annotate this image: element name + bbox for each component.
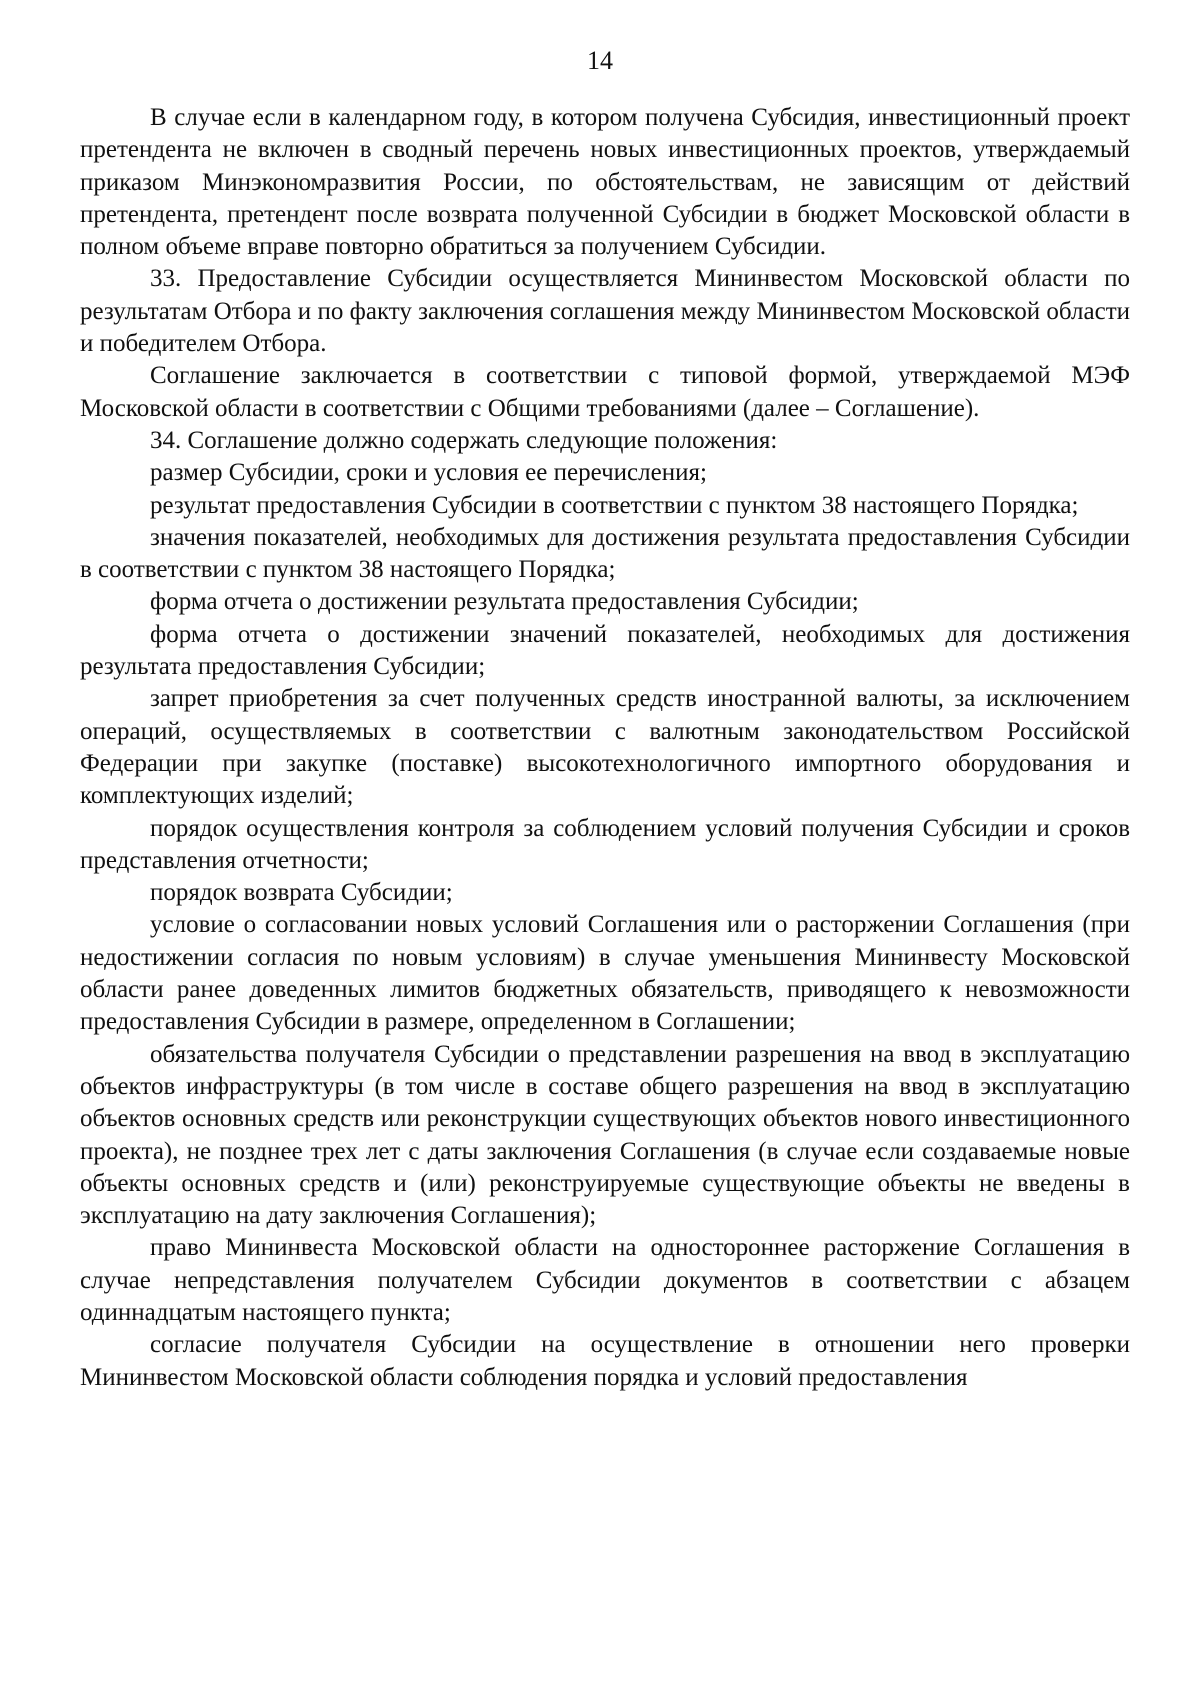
paragraph-subsidy-return-condition: В случае если в календарном году, в котором получена Субсидия, инвестиционный проект претендента не включен в сводный перечень новых инвестиционных проектов, утверждаемый приказом Минэкономразвития России, по обстоятельствам, не зависящим от действий претендента, претендент после возврата полученной Субсидии в бюджет Московской области в полном объеме вправе повторно обратиться за получением Субсидии. [80, 104, 1130, 261]
list-item-termination-right: право Мининвеста Московской области на одностороннее расторжение Соглашения в случае непредставления получателем Субсидии документов в соответствии с абзацем одиннадцатым настоящего пункта; [80, 1234, 1130, 1326]
list-item-inspection-consent: согласие получателя Субсидии на осуществление в отношении него проверки Мининвестом Московской области соблюдения порядка и условий предоставления [80, 1331, 1130, 1391]
paragraph-item-34: 34. Соглашение должно содержать следующие положения: [150, 426, 778, 454]
list-item-currency-ban: запрет приобретения за счет полученных средств иностранной валюты, за исключением операций, осуществляемых в соответствии с валютным законодательством Российской Федерации при закупке (поставке) высокотехнологичного импортного оборудования и комплектующих изделий; [80, 685, 1130, 810]
list-item-commissioning-obligation: обязательства получателя Субсидии о представлении разрешения на ввод в эксплуатацию объектов инфраструктуры (в том числе в составе общего разрешения на ввод в эксплуатацию объектов основных средств или реконструкции существующих объектов нового инвестиционного проекта), не позднее трех лет с даты заключения Соглашения (в случае если создаваемые новые объекты основных средств и (или) реконструируемые существующие объекты не введены в эксплуатацию на дату заключения Соглашения); [80, 1040, 1130, 1230]
page-number: 14 [587, 46, 613, 75]
paragraph-item-33: 33. Предоставление Субсидии осуществляется Мининвестом Московской области по результатам Отбора и по факту заключения соглашения между Мининвестом Московской области и победителем Отбора. [80, 265, 1130, 358]
list-item-indicators: значения показателей, необходимых для достижения результата предоставления Субсидии в соответствии с пунктом 38 настоящего Порядка; [80, 523, 1130, 584]
paragraph-agreement-form: Соглашение заключается в соответствии с типовой формой, утверждаемой МЭФ Московской области в соответствии с Общими требованиями (далее – Соглашение). [80, 362, 1130, 422]
list-item-new-terms-condition: условие о согласовании новых условий Соглашения или о расторжении Соглашения (при недостижении согласия по новым условиям) в случае уменьшения Мининвесту Московской области ранее доведенных лимитов бюджетных обязательств, приводящего к невозможности предоставления Субсидии в размере, определенном в Соглашении; [80, 911, 1130, 1036]
list-item-result-report-form: форма отчета о достижении результата предоставления Субсидии; [150, 588, 859, 616]
document-body [80, 102, 1130, 1394]
list-item-result: результат предоставления Субсидии в соответствии с пунктом 38 настоящего Порядка; [150, 491, 1079, 519]
list-item-return-procedure: порядок возврата Субсидии; [150, 879, 453, 907]
list-item-control-procedure: порядок осуществления контроля за соблюдением условий получения Субсидии и сроков представления отчетности; [80, 814, 1130, 874]
list-item-subsidy-amount: размер Субсидии, сроки и условия ее перечисления; [150, 459, 707, 487]
list-item-indicators-report-form: форма отчета о достижении значений показателей, необходимых для достижения результата предоставления Субсидии; [80, 620, 1130, 681]
